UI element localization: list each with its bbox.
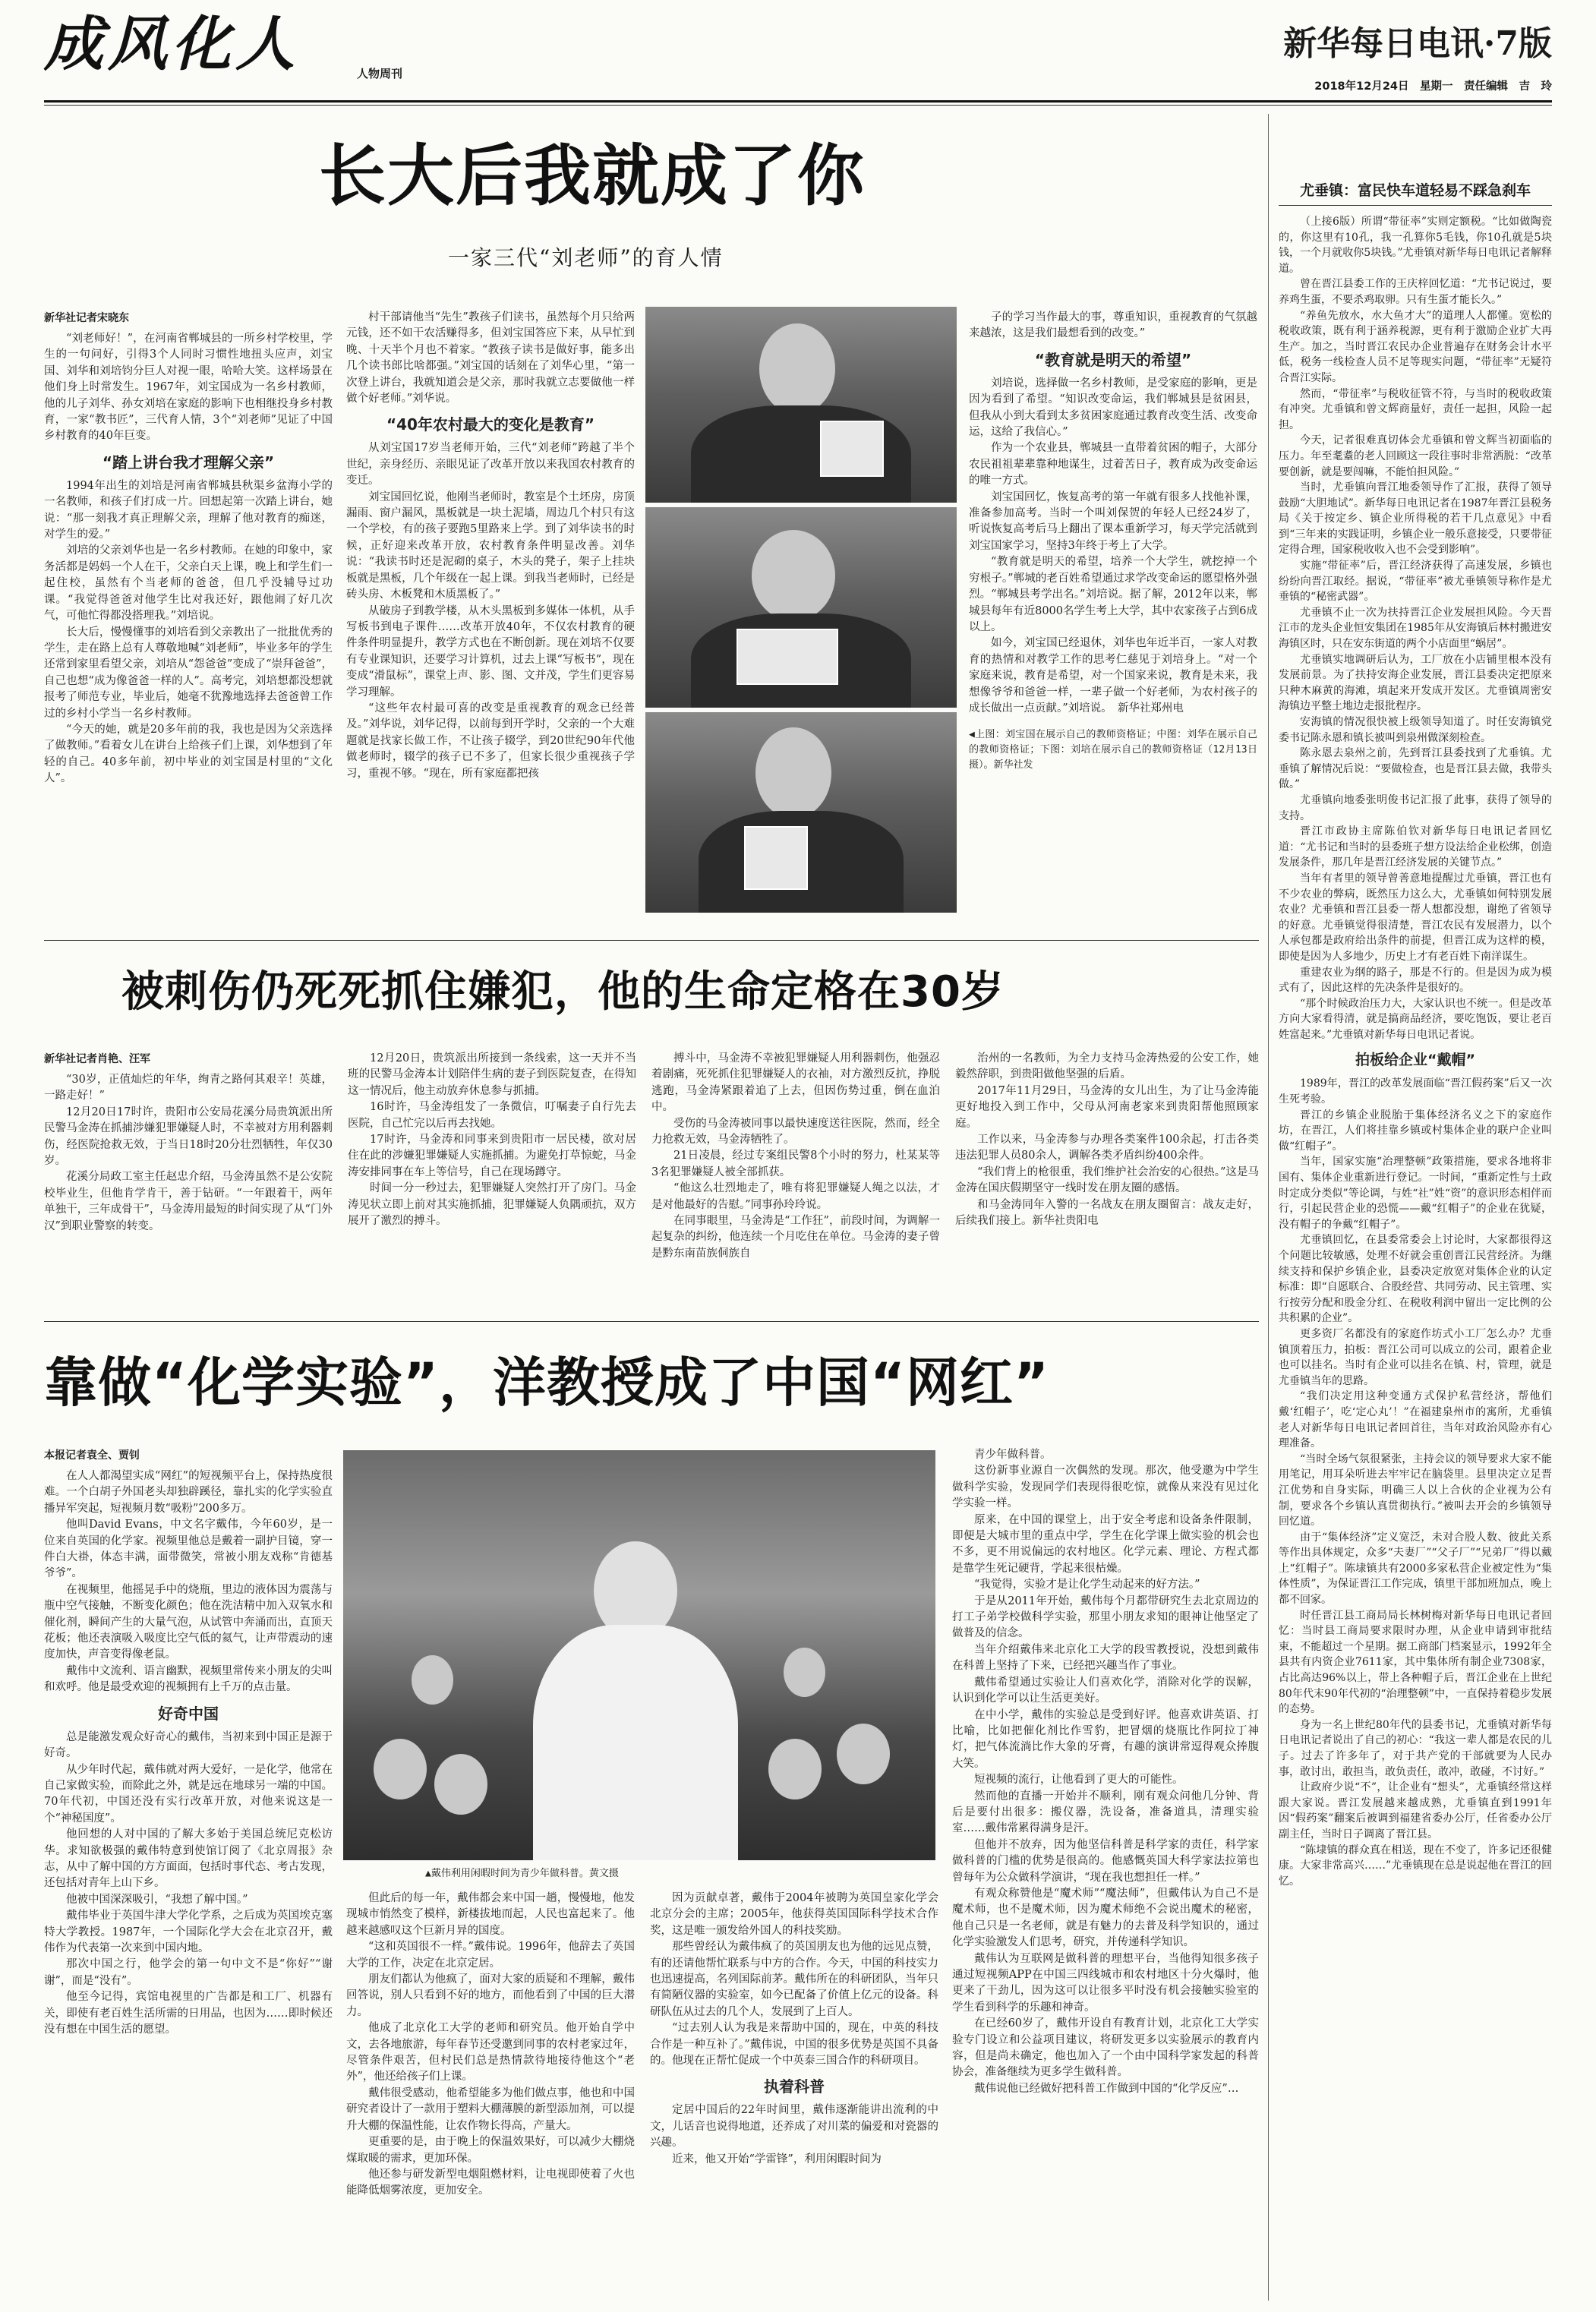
article3-photo-caption: ▲戴伟利用闲暇时间为青少年做科普。黄文摄 bbox=[425, 1868, 619, 1879]
article3-subhead-2: 执着科普 bbox=[764, 2077, 825, 2096]
masthead-rule bbox=[44, 100, 1552, 103]
photo-liu-hua bbox=[645, 507, 957, 708]
article3-col4: 青少年做科普。 这份新事业源自一次偶然的发现。那次，他受邀为中学生做科学实验，发现同学们表现得很吃惊，就像从来没有见过化学实验一样。 原来，在中国的课堂上，出于安全考虑和设备条件限制，即便是大城市里的重点中学，学生在化学课上做实验的机会也不多，更不用说偏远的农村地区。化学元素、理论、方程式都是靠学生死记硬背，学起来很枯燥。 “我觉得，实验才是让化学生动起来的好方法。” 于是从2011年开始，戴伟每个月都带研究生去北京周边的打工子弟学校做科学实验，那里小朋友求知的眼神让他坚定了做普及的信念。 当年介绍戴伟来北京化工大学的段雪教授说，没想到戴伟在科普上坚持了下来，已经把兴趣当作了事业。 戴伟希望通过实验让人们喜欢化学，消除对化学的误解，认识到化学可以让生活更美好。 在中小学，戴伟的实验总是受到好评。他喜欢讲英语、打比喻，比如把催化剂比作雪豹，把冒烟的烧瓶比作阿拉丁神灯，把气体流淌比作大象的牙膏，有趣的演讲常逗得观众捧腹大笑。 短视频的流行，让他看到了更大的可能性。 然而他的直播一开始并不顺利，刚有观众问他几分钟、背后是要付出很多：搬仪器，洗设备，准备道具，清理实验室……戴伟常累得满身是汗。 但他并不放弃，因为他坚信科普是科学家的责任，科学家做科普的门槛的优势是很高的。他感慨英国大科学家法拉第也曾每年为公众做科学演讲，“现在我也想担任一样。” 有观众称赞他是“魔术师”“魔法师”，但戴伟认为自己不是魔术师，也不是魔术师，因为魔术师绝不会说出魔术的秘密，他自己只是一名老师，就是有魅力的去普及科学知识的，通过化学实验激发人们思考，研究，并传递科学知识。 戴伟认为互联网是做科普的理想平台，当他得知很多孩子通过短视频APP在中国三四线城市和农村地区十分火爆时，他更来了干劲儿，因为这可以让很多平时没有机会接触实验室的学生看到科学的乐趣和神奇。 在已经60岁了，戴伟开设自有教育计划，北京化工大学实验专门设立和公益项目建议，将研发更多以实验展示的教育内容，但是尚未确定，他也加入了一个由中国科学家发起的科普协会，准备继续为更多学生做科普。 戴伟说他已经做好把科普工作做到中国的“化学反应”… bbox=[952, 1449, 1259, 2095]
article2-col4: 治州的一名教师，为全力支持马金涛热爱的公安工作，她毅然辞职，到贵阳做他坚强的后盾。 2017年11月29日，马金涛的女儿出生，为了让马金涛能更好地投入到工作中，父母从河南老家来到贵阳帮他照顾家庭。 工作以来，马金涛参与办理各类案件100余起，打击各类违法犯罪人员80余人，调解各类矛盾纠纷400余件。 “我们背上的枪很重，我们维护社会治安的心很热。”这是马金涛在国庆假期坚守一线时发在朋友圈的感悟。 和马金涛同年入警的一名战友在朋友圈留言：战友走好，后续我们接上。新华社贵阳电 bbox=[955, 1052, 1259, 1228]
article1-subtitle: 一家三代“刘老师”的育人情 bbox=[448, 245, 724, 270]
article2-col2: 12月20日，贵筑派出所接到一条线索，这一天并不当班的民警马金涛本计划陪伴生病的妻子到医院复查，在得知这一情况后，他主动放弃休息参与抓捕。 16时许，马金涛组发了一条微信，叮嘱妻子自行先去医院，自己忙完以后再去找她。 17时许，马金涛和同事来到贵阳市一居民楼，欲对居住在此的涉嫌犯罪嫌疑人实施抓捕。为避免打草惊蛇，马金涛安排同事在车上等信号，自己在现场蹲守。 时间一分一秒过去，犯罪嫌疑人突然打开了房门。马金涛见状立即上前对其实施抓捕，犯罪嫌疑人负隅顽抗，双方展开了激烈的搏斗。 bbox=[348, 1052, 636, 1228]
article2-bottom-rule bbox=[44, 1321, 1259, 1322]
article1-subhead-3: “教育就是明天的希望” bbox=[1034, 350, 1192, 369]
article1-bottom-rule bbox=[44, 940, 1259, 941]
article3-col3: 因为贡献卓著，戴伟于2004年被聘为英国皇家化学会北京分会的主席；2005年，他获得英国国际科学技术合作奖，这是唯一颁发给外国人的科技奖励。 那些曾经认为戴伟疯了的英国朋友也为他的远见点赞，有的还请他帮忙联系与中方的合作。今天，中国的科技实力也迅速提高，名列国际前茅。戴伟所在的科研团队，当年只有简陋仪器的实验室，如今已配备了价值上亿元的设备。科研队伍从过去的几个人，发展到了上百人。 “过去别人认为我是来帮助中国的，现在，中英的科技合作是一种互补了。”戴伟说，中国的很多优势是英国不具备的。他现在正帮忙促成一个中英泰三国合作的科研项目。 执着科普 定居中国后的22年时间里，戴伟逐渐能讲出流利的中文，儿话音也说得地道，还养成了对川菜的偏爱和对瓷器的兴趣。 近来，他又开始“学雷锋”，利用闲暇时间为 bbox=[650, 1892, 938, 2165]
photo-liu-baoguo bbox=[645, 307, 957, 503]
photo-liu-pei bbox=[645, 712, 957, 913]
article2-col3: 搏斗中，马金涛不幸被犯罪嫌疑人用利器刺伤，他强忍着剧痛，死死抓住犯罪嫌疑人的衣袖，对方激烈反抗，挣脱逃跑，马金涛紧跟着追了上去，但因伤势过重，倒在血泊中。 受伤的马金涛被同事以最快速度送往医院，然而，经全力抢救无效，马金涛牺牲了。 21日凌晨，经过专案组民警8个小时的努力，杜某某等3名犯罪嫌疑人被全部抓获。 “他这么壮烈地走了，唯有将犯罪嫌疑人绳之以法，才是对他最好的告慰。”同事孙玲玲说。 在同事眼里，马金涛是“工作狂”，前段时间，为调解一起复杂的纠纷，他连续一个月吃住在单位。马金涛的妻子曾是黔东南苗族侗族自 bbox=[651, 1052, 940, 1260]
masthead-rule-thin bbox=[44, 105, 1552, 106]
article2-title: 被刺伤仍死死抓住嫌犯，他的生命定格在30岁 bbox=[121, 967, 1005, 1017]
dateline: 2018年12月24日 星期一 责任编辑 吉 玲 bbox=[1314, 80, 1552, 93]
article1-subhead-2: “40年农村最大的变化是教育” bbox=[386, 415, 595, 434]
section-name: 人物周刊 bbox=[357, 67, 403, 80]
article1-subhead-1: “踏上讲台我才理解父亲” bbox=[102, 453, 275, 472]
paper-name: 新华每日电讯·7版 bbox=[1283, 24, 1552, 63]
sidebar-title-rule bbox=[1279, 205, 1552, 206]
page-logo: 成风化人 bbox=[44, 10, 300, 79]
article3-col2: 但此后的每一年，戴伟都会来中国一趟，慢慢地，他发现城市悄然变了模样，新楼拔地而起，人民也富起来了。他越来越感叹这个巨新月异的国度。 “这和英国很不一样。”戴伟说。1996年，他辞去了英国大学的工作，决定在北京定居。 朋友们都认为他疯了，面对大家的质疑和不理解，戴伟回答说，别人只看到不好的地方，而他看到了中国的巨大潜力。 他成了北京化工大学的老师和研究员。他开始自学中文，去各地旅游，每年春节还受邀到同事的农村老家过年，尽管条件艰苦，但村民们总是热情款待地接待他这个“老外”，他还给孩子们上课。 戴伟很受感动，他希望能多为他们做点事，他也和中国研究者设计了一款用于塑料大棚薄膜的新型添加剂，可以提升大棚的保温性能，让农作物长得高，产量大。 更重要的是，由于晚上的保温效果好，可以减少大棚烧煤取暖的需求，更加环保。 他还参与研发新型电烟阻燃材料，让电视即使着了火也能降低烟雾浓度，更加安全。 bbox=[346, 1892, 635, 2197]
sidebar-title: 尤垂镇：富民快车道轻易不踩急刹车 bbox=[1299, 182, 1531, 199]
article1-col3: 子的学习当作最大的事，尊重知识，重视教育的气氛越来越浓，这是我们最想看到的改变。” “教育就是明天的希望” 刘培说，选择做一名乡村教师，是受家庭的影响，更是因为看到了希望。“知识改变命运，我们郸城县是贫困县，但我从小到大看到太多贫困家庭通过教育改变生活、改变命运，这给了我信心。” 作为一个农业县，郸城县一直带着贫困的帽子，大部分农民祖祖辈辈靠种地谋生，过着苦日子，教育成为改变命运的唯一方式。 刘宝国回忆，恢复高考的第一年就有很多人找他补课，准备参加高考。当时一个叫刘保贺的年轻人已经24岁了，听说恢复高考后马上翻出了课本重新学习，每天学完活就到刘宝国家学习，坚持3年终于考上了大学。 “教育就是明天的希望，培养一个大学生，就挖掉一个穷根子。”郸城的老百姓希望通过求学改变命运的愿望格外强烈。“郸城县考学出名。”刘培说。据了解，2012年以来，郸城县每年有近8000名学生考上大学，其中农家孩子占到6成以上。 如今，刘宝国已经退休，刘华也年近半百，一家人对教育的热情和对教学工作的思考仁慈见于刘培身上。“对一个家庭来说，教育是希望，对一个国家来说，教育是未来，我想像爷爷和爸爸一样，一辈子做一个好老师，为农村孩子的成长做出一点贡献。”刘培说。 新华社郑州电 ◀上图：刘宝国在展示自己的教师资格证；中图：刘华在展示自己的教师资格证；下图：刘培在展示自己的教师资格证（12月13日摄）。新华社发 bbox=[969, 310, 1257, 917]
sidebar-body: （上接6版）所谓“带征率”实则定额税。“比如做陶瓷的，你这里有10孔，我一孔算你5毛钱，你10孔就是5块钱，一个月就收你5块钱。”尤垂镇对新华每日电讯记者解释道。 曾在晋江县委工作的王庆梓回忆道：“尤书记说过，要养鸡生蛋，不要杀鸡取卵。只有生蛋才能长久。” “养鱼先放水，水大鱼才大”的道理人人都懂。宽松的税收政策，既有利于涵养税源，更有利于激励企业扩大再生产。加之，当时晋江农民办企业普遍存在财务会计水平低，税务一线检查人员不足等现实问题，“带征率”无疑符合晋江实际。 然而，“带征率”与税收征管不符，与当时的税收政策有冲突。尤垂镇和曾文辉商量好，责任一起担，风险一起担。 今天，记者很难真切体会尤垂镇和曾文辉当初面临的压力。年至耄耋的老人回顾这一段往事时非常洒脱：“改革要创新，就是要闯嘛，不能怕担风险。” 当时，尤垂镇向晋江地委领导作了汇报，获得了领导鼓励“大胆地试”。新华每日电讯记者在1987年晋江县税务局《关于按定乡、镇企业所得税的若干几点意见》中看到“三年来的实践证明，乡镇企业一般乐意接受，只要带征定得合理，国家税收收入也不会受到影响”。 实施“带征率”后，晋江经济获得了高速发展，乡镇也纷纷向晋江取经。据说，“带征率”被尤垂镇领导称作是尤垂镇的“秘密武器”。 尤垂镇不止一次为扶持晋江企业发展担风险。今天晋江市的龙头企业恒安集团在1985年从安海镇后林村搬进安海镇区时，只在安东街道的两个小店面里“蜗居”。 尤垂镇实地调研后认为，工厂放在小店铺里根本没有发展前景。为了扶持安海企业发展，晋江县委决定把原来只种木麻黄的海滩，填起来开发成开发区。尤垂镇周密安海镇边平整土地边走报批程序。 安海镇的情况很快被上级领导知道了。时任安海镇党委书记陈永恩和镇长被叫到泉州做深刻检查。 陈永恩去泉州之前，先到晋江县委找到了尤垂镇。尤垂镇了解情况后说：“要做检查，也是晋江县去做，我带头做。” 尤垂镇向地委张明俊书记汇报了此事，获得了领导的支持。 晋江市政协主席陈伯钦对新华每日电讯记者回忆道：“尤书记和当时的县委班子想方设法给企业松绑，创造发展条件，那几年是晋江经济发展的关键节点。” 当年有者里的领导曾善意地提醒过尤垂镇，晋江也有不少农业的弊病，既然压力这么大，尤垂镇如何特别发展农业？尤垂镇和晋江县委一帮人想都没想，谢绝了省领导的好意。尤垂镇觉得很清楚，晋江农民有发展潜力，以个人承包都是政府给出条件的前提，但晋江成为这样的模，即使是因为人多地少，历史上才有老百姓下南洋谋生。 重建农业为纲的路子，那是不行的。但是因为成为模式有了，因此这样的先决条件是很好的。 “那个时候政治压力大，大家认识也不统一。但是改革方向大家看得清，就是搞商品经济，要吃饱饭，要让老百姓富起来。”尤垂镇对新华每日电讯记者说。 拍板给企业“戴帽” 1989年，晋江的改革发展面临“晋江假药案”后又一次生死考验。 晋江的乡镇企业脱胎于集体经济名义之下的家庭作坊，在晋江，人们将挂靠乡镇或村集体企业的联户企业叫做“红帽子”。 当年，国家实施“治理整顿”政策措施，要求各地将非国有、集体企业重新进行登记。一时间，“重新定性与土政时定成分类似”等论调，与姓“社”姓“资”的意识形态相伴而行，引起民营企业的恐慌——戴“红帽子”的企业在犹疑，没有帽子的争戴“红帽子”。 尤垂镇回忆，在县委常委会上讨论时，大家都很得这个问题比较敏感，处理不好就会重创晋江民营经济。为继续支持和保护乡镇企业，县委决定放宽对集体企业的认定标准：即“自愿联合、合股经营、共同劳动、民主管理、实行按劳分配和股金分红、在税收利润中留出一定比例的公共积累的企业”。 更多资厂名都没有的家庭作坊式小工厂怎么办？尤垂镇顶着压力，拍板：晋江公司可以成立的公司，跟着企业也可以挂名。当时有企业可以挂名在镇、村，管理，就是尤垂镇当年的思路。 “我们决定用这种变通方式保护私营经济，帮他们戴‘红帽子’，吃‘定心丸’！”在福建泉州市的寓所，尤垂镇老人对新华每日电讯记者回首往，当年对政治风险亦有心理准备。 “当时全场气氛很紧张，主持会议的领导要求大家不能用笔记，用耳朵听进去牢牢记在脑袋里。县里决定立足晋江优势和自身实际，明确三人以上合伙的企业视为公有制，要求各个乡镇认真贯彻执行。”被叫去开会的乡镇领导回忆道。 由于“集体经济”定义宽泛，未对合股人数、彼此关系等作出具体规定，众多“夫妻厂”“父子厂”“兄弟厂”得以戴上“红帽子”。陈埭镇共有2000多家私营企业被定性为“集体性质”，为保证晋江工作完成，镇里干部加班加点，晚上都不回家。 时任晋江县工商局局长林树梅对新华每日电讯记者回忆：当时县工商局要求限时办理，从企业申请到审批结束，不能超过一个星期。据工商部门档案显示，1992年全县共有内资企业7611家，其中集体所有制企业7308家，占比高达96%以上，带上各种帽子后，晋江企业在上世纪80年代末90年代初的“治理整顿”中，一直保持着稳步发展的态势。 身为一名上世纪80年代的县委书记，尤垂镇对新华每日电讯记者说出了自己的初心：“我这一辈人都是农民的儿子。过去了许多年了，对于共产党的干部就要为人民办事，敢讨出，敢担当，敢负责任，敢冲，敢碰，不讨好。” 让政府少说“不”，让企业有“想头”，尤垂镇经常这样跟大家说。晋江发展越来越成熟，尤垂镇直到1991年因“假药案”翻案后被调到福建省委办公厅，任省委办公厅副主任，当时日子调离了晋江县。 “陈埭镇的群众真在相送，现在不变了，许多记还很健康。大家非常高兴……”尤垂镇现在总是说起他在晋江的回忆。 bbox=[1279, 216, 1552, 1888]
article2-col1: 新华社记者肖艳、汪军 “30岁，正值灿烂的年华，绚青之路何其艰辛！英雄，一路走好！” 12月20日17时许，贵阳市公安局花溪分局贵筑派出所民警马金涛在抓捕涉嫌犯罪嫌疑人时，不幸被对方用利器刺伤，经医院抢救无效，于当日18时20分壮烈牺牲，年仅30岁。 花溪分局政工室主任赵忠介绍，马金涛虽然不是公安院校毕业生，但他肯学肯干，善于钻研。“一年跟着干，两年单独干，三年成骨干”，马金涛用最短的时间实现了从“门外汉”到职业警察的转变。 bbox=[44, 1051, 333, 1309]
article3-col1: 本报记者袁全、贾钊 在人人都渴望实成“网红”的短视频平台上，保持热度很难。一个白胡子外国老头却独辟蹊径，靠扎实的化学实验直播异军突起，短视频月数“吸粉”200多万。 他叫David Evans，中文名字戴伟，今年60岁，是一位来自英国的化学家。视频里他总是戴着一副护目镜，穿一件白大褂，体态丰满，面带微笑，常被小朋友戏称“肯德基爷爷”。 在视频里，他摇晃手中的烧瓶，里边的液体因为震荡与瓶中空气接触，不断变化颜色；他在洗洁精中加入双氧水和催化剂，瞬间产生的大量气泡，从试管中奔涌而出，直顶天花板；他还表演吸入吸度比空气低的氦气，让声带震动的速度加快，声音变得像老鼠。 戴伟中文流利、语言幽默，视频里常传来小朋友的尖叫和欢呼。他是最受欢迎的视频拥有上千万的点击量。 好奇中国 总是能激发观众好奇心的戴伟，当初来到中国正是源于好奇。 从少年时代起，戴伟就对两大爱好，一是化学，他常在自己家做实验，而除此之外，就是远在地球另一端的中国。70年代初，中国还没有实行改革开放，对他来说这是一个“神秘国度”。 他回想的人对中国的了解大多始于美国总统尼克松访华。求知欲极强的戴伟特意到使馆订阅了《北京周报》杂志，从中了解中国的方方面面，包括时事代态、考古发现，还包括对青年上山下乡。 他被中国深深吸引，“我想了解中国。” 戴伟毕业于英国牛津大学化学系，之后成为英国埃克塞特大学教授。1987年，一个国际化学大会在北京召开，戴伟作为代表第一次来到中国内地。 那次中国之行，他学会的第一句中文不是“你好”“谢谢”，而是“没有”。 他至今记得，宾馆电视里的广告都是和工厂、机器有关，即使有老百姓生活所需的日用品，也因为……即时候还没有想在中国生活的愿望。 bbox=[44, 1447, 333, 2298]
article1-byline: 新华社记者宋晓东 bbox=[44, 312, 129, 324]
sidebar-divider bbox=[1268, 114, 1269, 2301]
photo-david-evans bbox=[343, 1450, 935, 1860]
article1-col1: 新华社记者宋晓东 “刘老师好！”，在河南省郸城县的一所乡村学校里，学生的一句问好，引得3个人同时习惯性地扭头应声，刘宝国、刘华和刘培钧分巨人对视一眼，哈哈大笑。这样场景在他们身上时常发生。1967年，刘宝国成为一名乡村教师，他的儿子刘华、孙女刘培在家庭的影响下也相继投身乡村教育，一家“教书匠”，三代育人情，3个“刘老师”见证了中国乡村教育的40年巨变。 “踏上讲台我才理解父亲” 1994年出生的刘培是河南省郸城县秋渠乡盆海小学的一名教师，和孩子们打成一片。回想起第一次踏上讲台，她说：“那一刻我才真正理解父亲，理解了他对教育的痴迷，对学生的爱。” 刘培的父亲刘华也是一名乡村教师。在她的印象中，家务活都是妈妈一个人在干，父亲白天上课，晚上和学生们一起住校，虽然有个当老师的爸爸，但几乎没辅导过功课。“我觉得爸爸对他学生比对我还好，跟他闹了好几次气，可他忙得都没搭理我。”刘培说。 长大后，慢慢懂事的刘培看到父亲教出了一批批优秀的学生，走在路上总有人尊敬地喊“刘老师”，毕业多年的学生还常到家里看望父亲，刘培从“怨爸爸”变成了“崇拜爸爸”，自己也想“成为像爸爸一样的人”。高考完，刘培想都没想就报考了师范专业，毕业后，她毫不犹豫地选择去爸爸曾工作过的乡村小学当一名乡村教师。 “今天的她，就是20多年前的我，我也是因为父亲选择了做教师。”看着女儿在讲台上给孩子们上课，刘华想到了年轻的自己。40多年前，初中毕业的刘宝国是村里的“文化人”。 bbox=[44, 310, 333, 932]
article1-col2: 村干部请他当“先生”教孩子们读书，虽然每个月只给两元钱，还不如干农活赚得多，但刘宝国答应下来，从早忙到晚、十天半个月也不着家。“教孩子读书是做好事，能多出几个读书郎比啥都强。”刘宝国的话刻在了刘华心里，“第一次登上讲台，我就知道会是父亲，那时我就立志要做他一样做个好老师。”刘华说。 “40年农村最大的变化是教育” 从刘宝国17岁当老师开始，三代“刘老师”跨越了半个世纪，亲身经历、亲眼见证了改革开放以来我国农村教育的变迁。 刘宝国回忆说，他刚当老师时，教室是个土坯房，房顶漏雨、窗户漏风，黑板就是一块土泥墙，周边几个村只有这一个学校，有的孩子要跑5里路来上学。到了刘华读书的时候，正好迎来改革开放，农村教育条件明显改善。刘华说：“我读书时还是泥砌的桌子，木头的凳子，架子上挂块板就是黑板，几个年级在一起上课。到我当老师时，已经是砖头房、木板凳和木质黑板了。” 从破房子到教学楼，从木头黑板到多媒体一体机，从手写板书到电子课件……改革开放40年，不仅农村教育的硬件条件明显提升，教学方式也在不断创新。现在刘培不仅要有专业课知识，还要学习计算机，过去上课“写板书”，现在变成“滑鼠标”，课堂上声、影、图、文并茂，学生们更容易学习理解。 “这些年农村最可喜的改变是重视教育的观念已经普及。”刘华说，刘华记得，以前每到开学时，父亲的一个大难题就是找家长做工作，不让孩子辍学，到20世纪90年代他做老师时，辍学的孩子已不多了，但家长很少重视孩子学习，重视不够。“现在，所有家庭都把孩 bbox=[346, 311, 635, 780]
article1-title: 长大后我就成了你 bbox=[319, 137, 866, 215]
article2-byline: 新华社记者肖艳、汪军 bbox=[44, 1053, 150, 1065]
sidebar-subhead: 拍板给企业“戴帽” bbox=[1355, 1052, 1475, 1069]
article3-byline: 本报记者袁全、贾钊 bbox=[44, 1449, 140, 1462]
article1-photo-caption: ◀上图：刘宝国在展示自己的教师资格证；中图：刘华在展示自己的教师资格证；下图：刘培在展示自己的教师资格证（12月13日摄）。新华社发 bbox=[969, 729, 1257, 771]
article3-title: 靠做“化学实验”，洋教授成了中国“网红” bbox=[44, 1352, 1050, 1414]
article3-subhead-1: 好奇中国 bbox=[158, 1704, 219, 1723]
